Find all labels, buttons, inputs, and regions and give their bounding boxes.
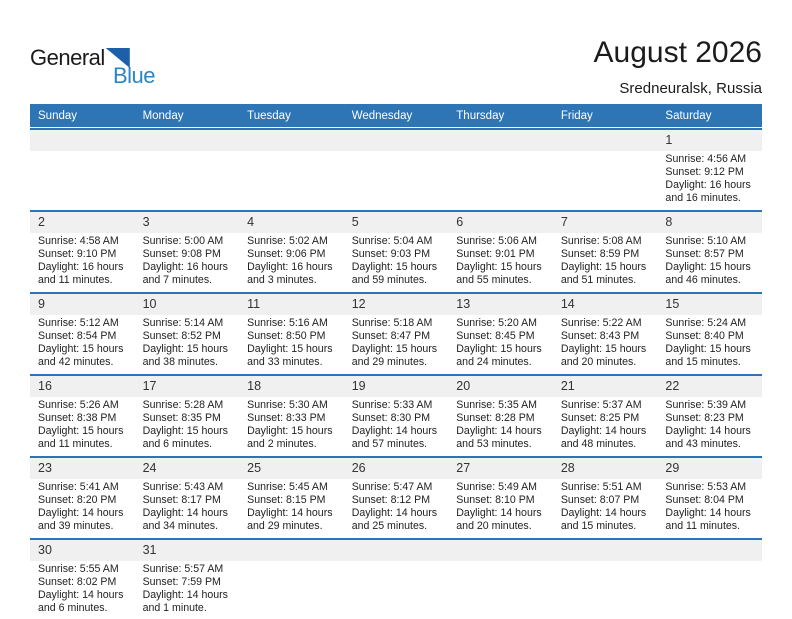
daylight-text: Daylight: 14 hours and 34 minutes.	[142, 507, 228, 532]
day-number: 15	[657, 294, 762, 315]
day-details	[30, 561, 135, 619]
calendar-weeks	[30, 128, 762, 619]
day-number	[657, 540, 762, 561]
daylight-text: Daylight: 14 hours and 6 minutes.	[38, 589, 124, 614]
daylight-text: Daylight: 14 hours and 48 minutes.	[560, 425, 647, 450]
daylight-text: Daylight: 14 hours and 20 minutes.	[456, 507, 542, 532]
title-block	[594, 36, 762, 97]
day-number	[448, 540, 553, 561]
day-details	[657, 397, 762, 455]
day-number	[553, 130, 658, 151]
daylight-text: Daylight: 15 hours and 24 minutes.	[456, 343, 542, 368]
day-details	[553, 561, 658, 611]
day-cell	[30, 540, 135, 619]
sunset-text: Sunset: 8:04 PM	[665, 494, 744, 506]
sunrise-text: Sunrise: 4:56 AM	[665, 153, 747, 165]
daylight-text: Daylight: 15 hours and 33 minutes.	[247, 343, 333, 368]
sunset-text: Sunset: 9:03 PM	[351, 248, 431, 260]
sunrise-text: Sunrise: 5:10 AM	[665, 235, 747, 247]
day-details	[135, 397, 240, 455]
daylight-text: Daylight: 15 hours and 6 minutes.	[142, 425, 228, 450]
day-number: 13	[448, 294, 553, 315]
daylight-text: Daylight: 16 hours and 16 minutes.	[665, 179, 751, 204]
day-number: 30	[30, 540, 135, 561]
day-details	[448, 397, 553, 455]
day-details	[239, 479, 344, 537]
sunset-text: Sunset: 8:12 PM	[351, 494, 431, 506]
sunset-text: Sunset: 8:50 PM	[247, 330, 326, 342]
day-number: 23	[30, 458, 135, 479]
day-number: 4	[239, 212, 344, 233]
sunset-text: Sunset: 8:10 PM	[456, 494, 535, 506]
day-cell-empty	[553, 130, 658, 209]
day-number: 7	[553, 212, 658, 233]
sunset-text: Sunset: 9:10 PM	[38, 248, 117, 260]
day-details	[657, 315, 762, 373]
sunset-text: Sunset: 8:59 PM	[560, 248, 640, 260]
week-row	[30, 374, 762, 455]
day-details	[553, 315, 658, 373]
week-row	[30, 128, 762, 209]
day-details	[344, 151, 449, 201]
day-details	[448, 479, 553, 537]
day-header-tuesday: Tuesday	[247, 109, 291, 122]
day-details	[30, 479, 135, 537]
day-number: 28	[553, 458, 658, 479]
day-details	[553, 151, 658, 201]
sunset-text: Sunset: 8:38 PM	[38, 412, 117, 424]
day-details	[657, 151, 762, 209]
sunrise-text: Sunrise: 5:47 AM	[351, 481, 433, 493]
day-header-row	[30, 104, 762, 127]
sunrise-text: Sunrise: 5:30 AM	[247, 399, 328, 411]
day-number: 27	[448, 458, 553, 479]
sunset-text: Sunset: 8:02 PM	[38, 576, 117, 588]
sunset-text: Sunset: 7:59 PM	[142, 576, 221, 588]
day-cell	[30, 294, 135, 373]
day-details	[30, 151, 135, 201]
sunset-text: Sunset: 8:40 PM	[665, 330, 744, 342]
day-number: 31	[135, 540, 240, 561]
day-cell	[448, 212, 553, 291]
day-number: 14	[553, 294, 658, 315]
sunset-text: Sunset: 8:23 PM	[665, 412, 744, 424]
sunrise-text: Sunrise: 5:16 AM	[247, 317, 328, 329]
day-cell	[135, 294, 240, 373]
sunrise-text: Sunrise: 5:06 AM	[456, 235, 537, 247]
sunset-text: Sunset: 8:54 PM	[38, 330, 117, 342]
week-row	[30, 538, 762, 619]
day-cell-empty	[135, 130, 240, 209]
sunset-text: Sunset: 8:15 PM	[247, 494, 326, 506]
day-cell	[553, 294, 658, 373]
logo-text-general: General	[30, 45, 105, 70]
day-cell	[657, 212, 762, 291]
sunrise-text: Sunrise: 5:18 AM	[351, 317, 433, 329]
day-number: 8	[657, 212, 762, 233]
day-details	[344, 397, 449, 455]
daylight-text: Daylight: 15 hours and 55 minutes.	[456, 261, 542, 286]
day-number: 5	[344, 212, 449, 233]
day-details	[135, 233, 240, 291]
month-title: August 2026	[593, 36, 762, 69]
sunrise-text: Sunrise: 5:35 AM	[456, 399, 537, 411]
day-details	[657, 561, 762, 611]
day-cell	[30, 376, 135, 455]
daylight-text: Daylight: 15 hours and 59 minutes.	[351, 261, 438, 286]
day-details	[344, 315, 449, 373]
day-number: 19	[344, 376, 449, 397]
day-number: 24	[135, 458, 240, 479]
daylight-text: Daylight: 14 hours and 39 minutes.	[38, 507, 124, 532]
day-header-thursday: Thursday	[456, 109, 505, 122]
sunset-text: Sunset: 9:08 PM	[142, 248, 221, 260]
week-row	[30, 210, 762, 291]
daylight-text: Daylight: 14 hours and 25 minutes.	[351, 507, 438, 532]
daylight-text: Daylight: 15 hours and 29 minutes.	[351, 343, 438, 368]
day-cell-empty	[657, 540, 762, 619]
sunset-text: Sunset: 9:12 PM	[665, 166, 744, 178]
day-cell	[135, 458, 240, 537]
sunset-text: Sunset: 9:06 PM	[247, 248, 326, 260]
day-cell	[239, 376, 344, 455]
calendar	[30, 104, 762, 619]
sunset-text: Sunset: 8:28 PM	[456, 412, 535, 424]
sunrise-text: Sunrise: 5:43 AM	[142, 481, 224, 493]
day-details	[239, 233, 344, 291]
day-number: 26	[344, 458, 449, 479]
daylight-text: Daylight: 15 hours and 15 minutes.	[665, 343, 751, 368]
day-details	[30, 397, 135, 455]
day-number: 16	[30, 376, 135, 397]
day-number: 20	[448, 376, 553, 397]
day-cell-empty	[344, 130, 449, 209]
day-cell	[135, 212, 240, 291]
day-details	[135, 151, 240, 201]
day-details	[657, 479, 762, 537]
sunrise-text: Sunrise: 5:24 AM	[665, 317, 747, 329]
day-details	[344, 561, 449, 611]
daylight-text: Daylight: 14 hours and 29 minutes.	[247, 507, 333, 532]
day-header-wednesday: Wednesday	[351, 109, 413, 122]
day-cell	[30, 212, 135, 291]
day-cell-empty	[553, 540, 658, 619]
day-details	[30, 315, 135, 373]
day-details	[30, 233, 135, 291]
day-cell	[657, 130, 762, 209]
sunrise-text: Sunrise: 5:28 AM	[142, 399, 224, 411]
sunset-text: Sunset: 8:57 PM	[665, 248, 744, 260]
sunrise-text: Sunrise: 5:00 AM	[142, 235, 224, 247]
day-details	[239, 151, 344, 201]
daylight-text: Daylight: 15 hours and 20 minutes.	[560, 343, 647, 368]
sunrise-text: Sunrise: 5:08 AM	[560, 235, 642, 247]
day-number	[239, 540, 344, 561]
sunrise-text: Sunrise: 5:53 AM	[665, 481, 747, 493]
sunrise-text: Sunrise: 5:04 AM	[351, 235, 433, 247]
day-number: 22	[657, 376, 762, 397]
day-details	[448, 233, 553, 291]
day-details	[135, 315, 240, 373]
sunrise-text: Sunrise: 5:49 AM	[456, 481, 537, 493]
day-number: 17	[135, 376, 240, 397]
week-row	[30, 292, 762, 373]
day-details	[239, 315, 344, 373]
day-details	[448, 315, 553, 373]
sunset-text: Sunset: 8:35 PM	[142, 412, 221, 424]
daylight-text: Daylight: 15 hours and 38 minutes.	[142, 343, 228, 368]
day-header-friday: Friday	[560, 109, 593, 122]
daylight-text: Daylight: 16 hours and 11 minutes.	[38, 261, 124, 286]
day-number: 12	[344, 294, 449, 315]
day-number	[239, 130, 344, 151]
day-details	[448, 561, 553, 611]
sunset-text: Sunset: 8:20 PM	[38, 494, 117, 506]
day-cell	[344, 212, 449, 291]
day-cell	[657, 294, 762, 373]
sunset-text: Sunset: 8:25 PM	[560, 412, 640, 424]
day-number	[135, 130, 240, 151]
day-cell	[30, 458, 135, 537]
daylight-text: Daylight: 14 hours and 1 minute.	[142, 589, 228, 614]
sunset-text: Sunset: 9:01 PM	[456, 248, 535, 260]
sunrise-text: Sunrise: 5:45 AM	[247, 481, 328, 493]
week-row	[30, 456, 762, 537]
sunrise-text: Sunrise: 5:26 AM	[38, 399, 119, 411]
sunrise-text: Sunrise: 5:37 AM	[560, 399, 642, 411]
day-number: 6	[448, 212, 553, 233]
day-number	[344, 540, 449, 561]
day-details	[135, 561, 240, 619]
day-cell	[657, 458, 762, 537]
sunrise-text: Sunrise: 4:58 AM	[38, 235, 119, 247]
general-blue-logo	[30, 47, 155, 87]
sunset-text: Sunset: 8:45 PM	[456, 330, 535, 342]
day-cell	[344, 294, 449, 373]
daylight-text: Daylight: 15 hours and 2 minutes.	[247, 425, 333, 450]
day-cell	[448, 458, 553, 537]
day-cell	[553, 376, 658, 455]
daylight-text: Daylight: 14 hours and 43 minutes.	[665, 425, 751, 450]
daylight-text: Daylight: 16 hours and 7 minutes.	[142, 261, 228, 286]
day-cell	[657, 376, 762, 455]
day-cell	[135, 540, 240, 619]
day-number: 21	[553, 376, 658, 397]
day-cell	[553, 458, 658, 537]
daylight-text: Daylight: 14 hours and 11 minutes.	[665, 507, 751, 532]
daylight-text: Daylight: 15 hours and 51 minutes.	[560, 261, 647, 286]
day-details	[448, 151, 553, 201]
day-cell-empty	[239, 130, 344, 209]
sunrise-text: Sunrise: 5:41 AM	[38, 481, 119, 493]
sunrise-text: Sunrise: 5:51 AM	[560, 481, 642, 493]
sunset-text: Sunset: 8:52 PM	[142, 330, 221, 342]
sunset-text: Sunset: 8:07 PM	[560, 494, 640, 506]
daylight-text: Daylight: 15 hours and 11 minutes.	[38, 425, 124, 450]
day-cell	[239, 458, 344, 537]
daylight-text: Daylight: 15 hours and 46 minutes.	[665, 261, 751, 286]
sunrise-text: Sunrise: 5:57 AM	[142, 563, 224, 575]
day-header-saturday: Saturday	[665, 109, 712, 122]
sunrise-text: Sunrise: 5:02 AM	[247, 235, 328, 247]
daylight-text: Daylight: 14 hours and 15 minutes.	[560, 507, 647, 532]
day-details	[657, 233, 762, 291]
day-cell	[135, 376, 240, 455]
sunrise-text: Sunrise: 5:55 AM	[38, 563, 119, 575]
sunrise-text: Sunrise: 5:33 AM	[351, 399, 433, 411]
daylight-text: Daylight: 14 hours and 57 minutes.	[351, 425, 438, 450]
day-cell-empty	[344, 540, 449, 619]
day-number	[448, 130, 553, 151]
day-number: 18	[239, 376, 344, 397]
sunset-text: Sunset: 8:33 PM	[247, 412, 326, 424]
day-details	[239, 397, 344, 455]
day-cell	[553, 212, 658, 291]
day-cell-empty	[448, 540, 553, 619]
day-number: 11	[239, 294, 344, 315]
day-cell-empty	[448, 130, 553, 209]
sunset-text: Sunset: 8:47 PM	[351, 330, 431, 342]
daylight-text: Daylight: 14 hours and 53 minutes.	[456, 425, 542, 450]
daylight-text: Daylight: 15 hours and 42 minutes.	[38, 343, 124, 368]
day-details	[344, 479, 449, 537]
sunrise-text: Sunrise: 5:20 AM	[456, 317, 537, 329]
day-details	[553, 397, 658, 455]
sunrise-text: Sunrise: 5:12 AM	[38, 317, 119, 329]
sunset-text: Sunset: 8:43 PM	[560, 330, 640, 342]
sunrise-text: Sunrise: 5:39 AM	[665, 399, 747, 411]
location-subtitle: Sredneuralsk, Russia	[619, 80, 762, 97]
day-cell-empty	[30, 130, 135, 209]
day-details	[553, 233, 658, 291]
day-cell	[239, 212, 344, 291]
day-number: 10	[135, 294, 240, 315]
day-cell	[344, 376, 449, 455]
day-number: 25	[239, 458, 344, 479]
day-number	[344, 130, 449, 151]
sunrise-text: Sunrise: 5:22 AM	[560, 317, 642, 329]
day-cell-empty	[239, 540, 344, 619]
day-details	[135, 479, 240, 537]
day-details	[239, 561, 344, 611]
sunset-text: Sunset: 8:30 PM	[351, 412, 431, 424]
day-number	[553, 540, 658, 561]
logo-text-blue: Blue	[113, 63, 156, 88]
daylight-text: Daylight: 16 hours and 3 minutes.	[247, 261, 333, 286]
day-cell	[448, 376, 553, 455]
day-number	[30, 130, 135, 151]
day-details	[553, 479, 658, 537]
sunrise-text: Sunrise: 5:14 AM	[142, 317, 224, 329]
day-number: 9	[30, 294, 135, 315]
day-details	[344, 233, 449, 291]
day-number: 2	[30, 212, 135, 233]
day-number: 3	[135, 212, 240, 233]
day-header-monday: Monday	[142, 109, 184, 122]
day-cell	[344, 458, 449, 537]
day-cell	[448, 294, 553, 373]
day-header-sunday: Sunday	[38, 109, 78, 122]
sunset-text: Sunset: 8:17 PM	[142, 494, 221, 506]
day-cell	[239, 294, 344, 373]
day-number: 1	[657, 130, 762, 151]
day-number: 29	[657, 458, 762, 479]
